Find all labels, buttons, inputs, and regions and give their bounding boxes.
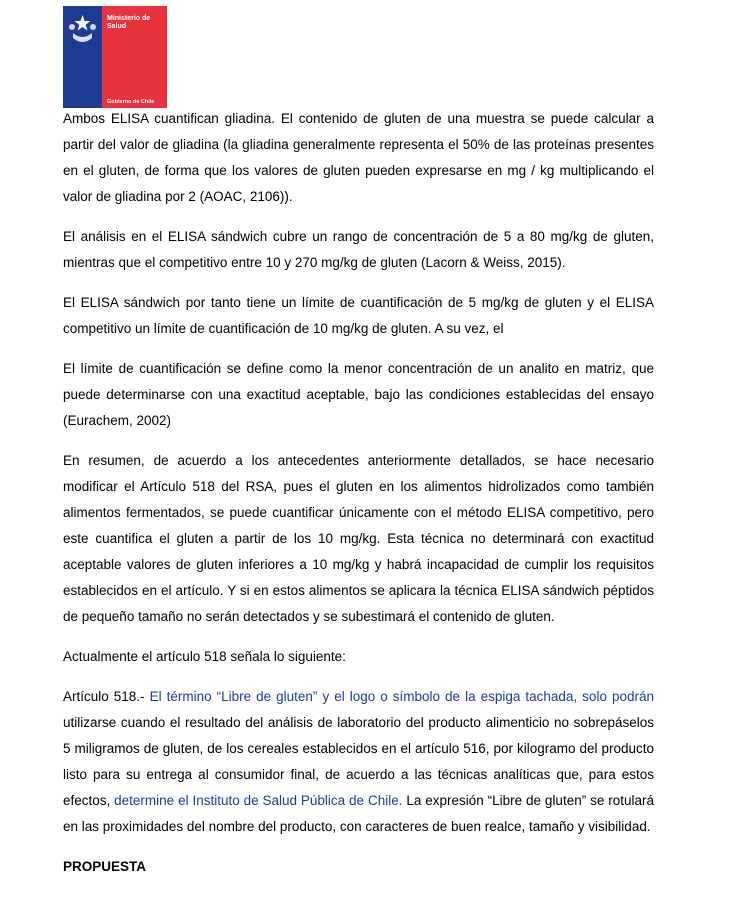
- logo-blue-band: [63, 6, 102, 108]
- paragraph-elisa-range: El análisis en el ELISA sándwich cubre un rango de concentración de 5 a 80 mg/kg de gluten, mientras que el competitivo entre 10 y 270 mg/kg de gluten (Lacorn & Weiss, 2015).: [63, 229, 654, 270]
- article-label: Artículo 518.-: [63, 689, 150, 704]
- section-heading: PROPUESTA: [63, 859, 147, 874]
- chile-crest-icon: [67, 11, 98, 49]
- document-body: [63, 106, 654, 894]
- article-text-blue: El término “Libre de gluten” y el logo o símbolo de la espiga tachada, solo podrán: [149, 689, 654, 704]
- paragraph-article-518: [63, 684, 654, 840]
- paragraph-quantification-limit: El ELISA sándwich por tanto tiene un límite de cuantificación de 5 mg/kg de gluten y el ELISA competitivo un límite de cuantificación de 10 mg/kg de gluten. A su vez, el: [63, 295, 654, 336]
- ministry-name: Ministerio de Salud: [107, 15, 151, 30]
- paragraph-elisa-gliadina: Ambos ELISA cuantifican gliadina. El contenido de gluten de una muestra se puede calcular a partir del valor de gliadina (la gliadina generalmente representa el 50% de las proteínas presentes en el gluten, de forma que los valores de gluten pueden expresarse en mg / kg multiplicando el valor de gliadina por 2 (AOAC, 2106)).: [63, 111, 654, 204]
- article-text: utilizarse cuando el resultado del análisis de laboratorio del producto alimenticio no sobrepáselos 5 miligramos de gluten, de los cereales establecidos en el artículo 516, por kilogramo del producto listo para su entrega al consumidor final, de acuerdo a las técnicas analíticas que, para estos efectos,: [63, 715, 654, 808]
- ministerio-de-salud-logo: [63, 6, 167, 108]
- government-label: Gobierno de Chile: [107, 99, 155, 105]
- article-text-blue-isp: determine el Instituto de Salud Pública de Chile.: [114, 793, 403, 808]
- paragraph-limit-definition: El límite de cuantificación se define como la menor concentración de un analito en matriz, que puede determinarse con una exactitud aceptable, bajo las condiciones establecidas del ensayo (Eurachem, 2002): [63, 361, 654, 428]
- article-text-end: La expresión “Libre de gluten” se rotulará en las proximidades del nombre del producto, con caracteres de buen realce, tamaño y visibilidad.: [63, 793, 654, 834]
- logo-red-band: [102, 6, 167, 108]
- paragraph-current-article: Actualmente el artículo 518 señala lo siguiente:: [63, 649, 346, 664]
- paragraph-summary: En resumen, de acuerdo a los antecedentes anteriormente detallados, se hace necesario modificar el Artículo 518 del RSA, pues el gluten en los alimentos hidrolizados como también alimentos fermentados, se puede cuantificar únicamente con el método ELISA competitivo, pero este cuantifica el gluten a partir de los 10 mg/kg. Esta técnica no determinará con exactitud aceptable valores de gluten inferiores a 10 mg/kg y habrá incapacidad de cumplir los requisitos establecidos en el artículo. Y si en estos alimentos se aplicara la técnica ELISA sándwich péptidos de pequeño tamaño no serán detectados y se subestimará el contenido de gluten.: [63, 453, 654, 624]
